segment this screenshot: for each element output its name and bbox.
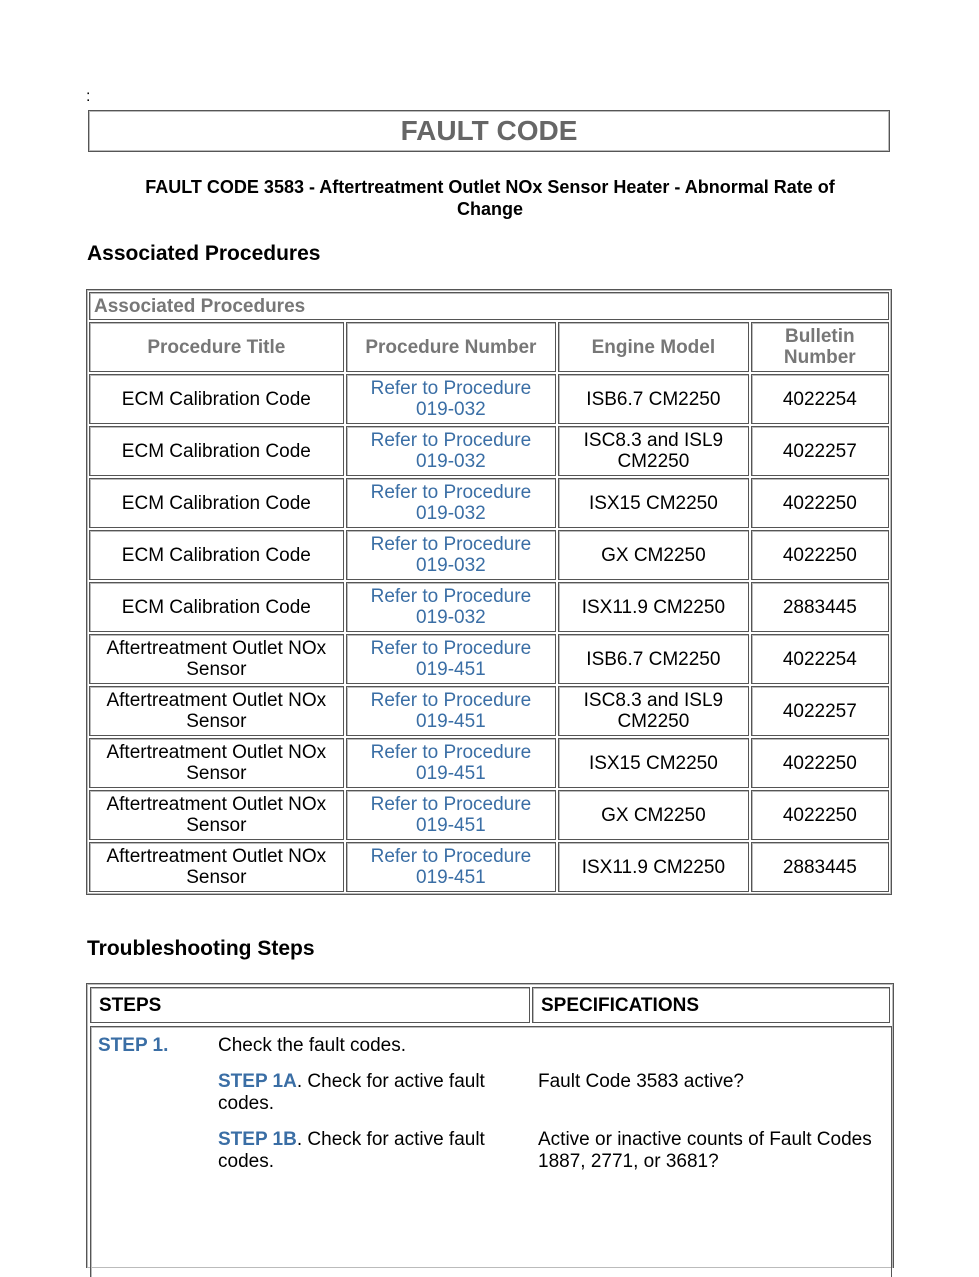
- procedure-number-link[interactable]: Refer to Procedure 019-451: [346, 842, 557, 892]
- step-1b-text: [218, 1129, 508, 1173]
- bulletin-number-cell: 2883445: [751, 842, 889, 892]
- engine-model-cell: ISX11.9 CM2250: [558, 842, 748, 892]
- table-row: [89, 478, 889, 528]
- procedure-number-link[interactable]: Refer to Procedure 019-451: [346, 634, 557, 684]
- table-row: [89, 790, 889, 840]
- engine-model-cell: GX CM2250: [558, 790, 748, 840]
- engine-model-cell: ISX11.9 CM2250: [558, 582, 748, 632]
- bulletin-number-cell: 4022250: [751, 790, 889, 840]
- step-1a-description: . Check for active fault codes.: [218, 1071, 485, 1114]
- table-row: [89, 426, 889, 476]
- engine-model-cell: ISX15 CM2250: [558, 478, 748, 528]
- procedure-number-link[interactable]: Refer to Procedure 019-451: [346, 790, 557, 840]
- procedure-number-link[interactable]: Refer to Procedure 019-032: [346, 426, 557, 476]
- procedure-number-link[interactable]: Refer to Procedure 019-032: [346, 478, 557, 528]
- procedure-number-link[interactable]: Refer to Procedure 019-032: [346, 582, 557, 632]
- table-row: [89, 530, 889, 580]
- procedure-title-cell: ECM Calibration Code: [89, 582, 344, 632]
- procedure-title-cell: Aftertreatment Outlet NOx Sensor: [89, 686, 344, 736]
- step-1b-description: . Check for active fault codes.: [218, 1129, 485, 1172]
- column-header: Engine Model: [558, 322, 748, 372]
- fault-code-subtitle: FAULT CODE 3583 - Aftertreatment Outlet NOx Sensor Heater - Abnormal Rate of Change: [145, 177, 835, 219]
- steps-column-header: STEPS: [90, 987, 530, 1023]
- engine-model-cell: ISC8.3 and ISL9 CM2250: [558, 686, 748, 736]
- table-row: [89, 842, 889, 892]
- bulletin-number-cell: 4022250: [751, 530, 889, 580]
- bulletin-number-cell: 4022257: [751, 426, 889, 476]
- engine-model-cell: ISX15 CM2250: [558, 738, 748, 788]
- procedure-title-cell: ECM Calibration Code: [89, 374, 344, 424]
- bulletin-number-cell: 4022250: [751, 478, 889, 528]
- page-title: FAULT CODE: [88, 110, 890, 152]
- step-1a-link[interactable]: STEP 1A: [218, 1071, 297, 1092]
- associated-procedures-heading: Associated Procedures: [87, 242, 321, 265]
- engine-model-cell: ISB6.7 CM2250: [558, 374, 748, 424]
- table-header-row: [89, 322, 889, 372]
- step-1-link[interactable]: STEP 1.: [98, 1035, 169, 1056]
- step-1a-spec: Fault Code 3583 active?: [538, 1071, 744, 1092]
- step-1-text: Check the fault codes.: [218, 1035, 406, 1056]
- bulletin-number-cell: 4022254: [751, 634, 889, 684]
- procedure-title-cell: Aftertreatment Outlet NOx Sensor: [89, 842, 344, 892]
- associated-procedures-table: [86, 289, 892, 895]
- column-header: Procedure Title: [89, 322, 344, 372]
- procedure-title-cell: ECM Calibration Code: [89, 478, 344, 528]
- bulletin-number-cell: 4022250: [751, 738, 889, 788]
- table-row: [89, 634, 889, 684]
- bulletin-number-cell: 4022257: [751, 686, 889, 736]
- procedure-title-cell: Aftertreatment Outlet NOx Sensor: [89, 634, 344, 684]
- procedure-number-link[interactable]: Refer to Procedure 019-451: [346, 686, 557, 736]
- bulletin-number-cell: 2883445: [751, 582, 889, 632]
- table-caption: Associated Procedures: [89, 292, 889, 320]
- step-1a-text: [218, 1071, 508, 1115]
- procedure-number-link[interactable]: Refer to Procedure 019-032: [346, 374, 557, 424]
- table-row: [89, 374, 889, 424]
- specifications-column-header: SPECIFICATIONS: [532, 987, 890, 1023]
- procedure-title-cell: ECM Calibration Code: [89, 530, 344, 580]
- step-1-cell: [90, 1026, 892, 1277]
- step-1b-link[interactable]: STEP 1B: [218, 1129, 297, 1150]
- table-row: [89, 738, 889, 788]
- procedure-title-cell: Aftertreatment Outlet NOx Sensor: [89, 738, 344, 788]
- engine-model-cell: ISC8.3 and ISL9 CM2250: [558, 426, 748, 476]
- procedure-title-cell: Aftertreatment Outlet NOx Sensor: [89, 790, 344, 840]
- column-header: Procedure Number: [346, 322, 557, 372]
- column-header: Bulletin Number: [751, 322, 889, 372]
- engine-model-cell: ISB6.7 CM2250: [558, 634, 748, 684]
- procedure-number-link[interactable]: Refer to Procedure 019-451: [346, 738, 557, 788]
- engine-model-cell: GX CM2250: [558, 530, 748, 580]
- page-prefix: :: [86, 88, 91, 105]
- procedure-title-cell: ECM Calibration Code: [89, 426, 344, 476]
- troubleshooting-steps-heading: Troubleshooting Steps: [87, 937, 315, 960]
- bulletin-number-cell: 4022254: [751, 374, 889, 424]
- step-1b-spec: Active or inactive counts of Fault Codes 1887, 2771, or 3681?: [538, 1129, 872, 1172]
- table-row: [89, 686, 889, 736]
- table-row: [89, 582, 889, 632]
- procedure-number-link[interactable]: Refer to Procedure 019-032: [346, 530, 557, 580]
- troubleshooting-table: [86, 983, 894, 1268]
